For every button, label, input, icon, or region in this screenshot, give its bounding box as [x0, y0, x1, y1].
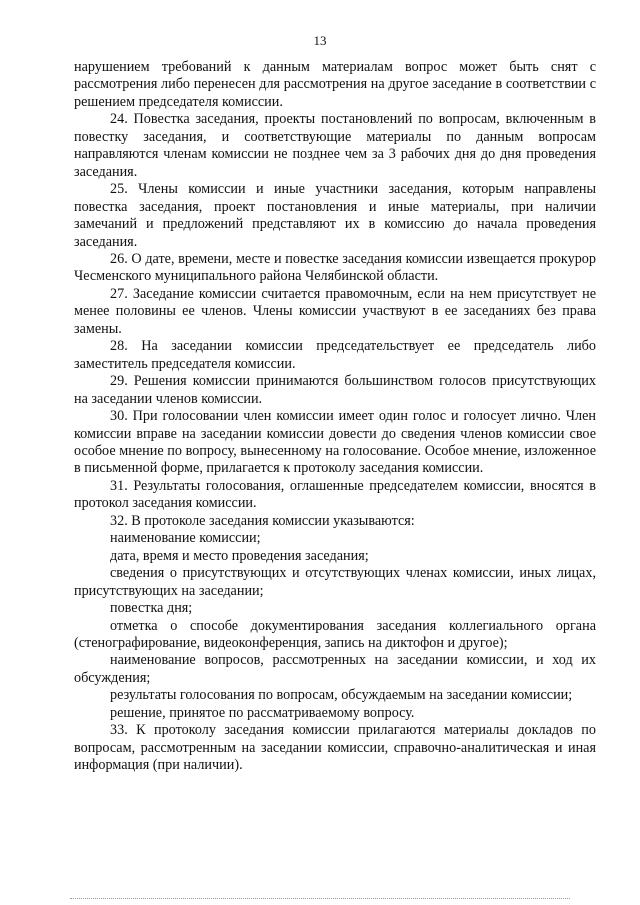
paragraph-29: 29. Решения комиссии принимаются большинством голосов присутствующих на заседании членов комиссии.: [74, 373, 596, 407]
protocol-item-commission-name: наименование комиссии;: [110, 530, 261, 547]
protocol-item-voting-results: результаты голосования по вопросам, обсуждаемым на заседании комиссии;: [110, 687, 573, 704]
paragraph-27: 27. Заседание комиссии считается правомочным, если на нем присутствует не менее половины ее членов. Члены комиссии участвуют в ее заседаниях без права замены.: [74, 285, 596, 337]
paragraph-25: 25. Члены комиссии и иные участники заседания, которым направлены повестка заседания, проект постановления и иные материалы, при наличии замечаний и предложений представляют их в комиссию до начала проведения заседания.: [74, 181, 596, 250]
protocol-item-questions: наименование вопросов, рассмотренных на заседании комиссии, и ход их обсуждения;: [74, 652, 596, 686]
paragraph-32: 32. В протоколе заседания комиссии указываются:: [110, 512, 415, 529]
paragraph-30: 30. При голосовании член комиссии имеет один голос и голосует лично. Член комиссии вправе на заседании комиссии довести до сведения членов комиссии свое особое мнение по вопросу, вынесенному на голосование. Особое мнение, изложенное в письменной форме, прилагается к протоколу заседания комиссии.: [74, 408, 596, 477]
paragraph-continuation: нарушением требований к данным материалам вопрос может быть снят с рассмотрения либо перенесен для рассмотрения на другое заседание в соответствии с решением председателя комиссии.: [74, 59, 596, 110]
protocol-item-date-place: дата, время и место проведения заседания;: [110, 547, 369, 564]
document-body: [74, 59, 596, 775]
scan-edge-line: [70, 898, 570, 900]
protocol-item-documenting-method: отметка о способе документирования заседания коллегиального органа (стенографирование, видеоконференция, запись на диктофон и другое);: [74, 617, 596, 651]
protocol-item-attendees: сведения о присутствующих и отсутствующих членах комиссии, иных лицах, присутствующих на заседании;: [74, 565, 596, 599]
paragraph-33: 33. К протоколу заседания комиссии прилагаются материалы докладов по вопросам, рассмотренным на заседании комиссии, справочно-аналитическая и иная информация (при наличии).: [74, 722, 596, 774]
paragraph-24: 24. Повестка заседания, проекты постановлений по вопросам, включенным в повестку заседания, и соответствующие материалы по данным вопросам направляются членам комиссии не позднее чем за 3 рабочих дня до дня проведения заседания.: [74, 111, 596, 180]
paragraph-26: 26. О дате, времени, месте и повестке заседания комиссии извещается прокурор Чесменского муниципального района Челябинской области.: [74, 250, 596, 285]
paragraph-31: 31. Результаты голосования, оглашенные председателем комиссии, вносятся в протокол заседания комиссии.: [74, 477, 596, 512]
protocol-item-agenda: повестка дня;: [110, 600, 193, 617]
protocol-item-decision: решение, принятое по рассматриваемому вопросу.: [110, 704, 415, 721]
page-number: 13: [313, 33, 327, 48]
paragraph-28: 28. На заседании комиссии председательствует ее председатель либо заместитель председателя комиссии.: [74, 338, 596, 372]
